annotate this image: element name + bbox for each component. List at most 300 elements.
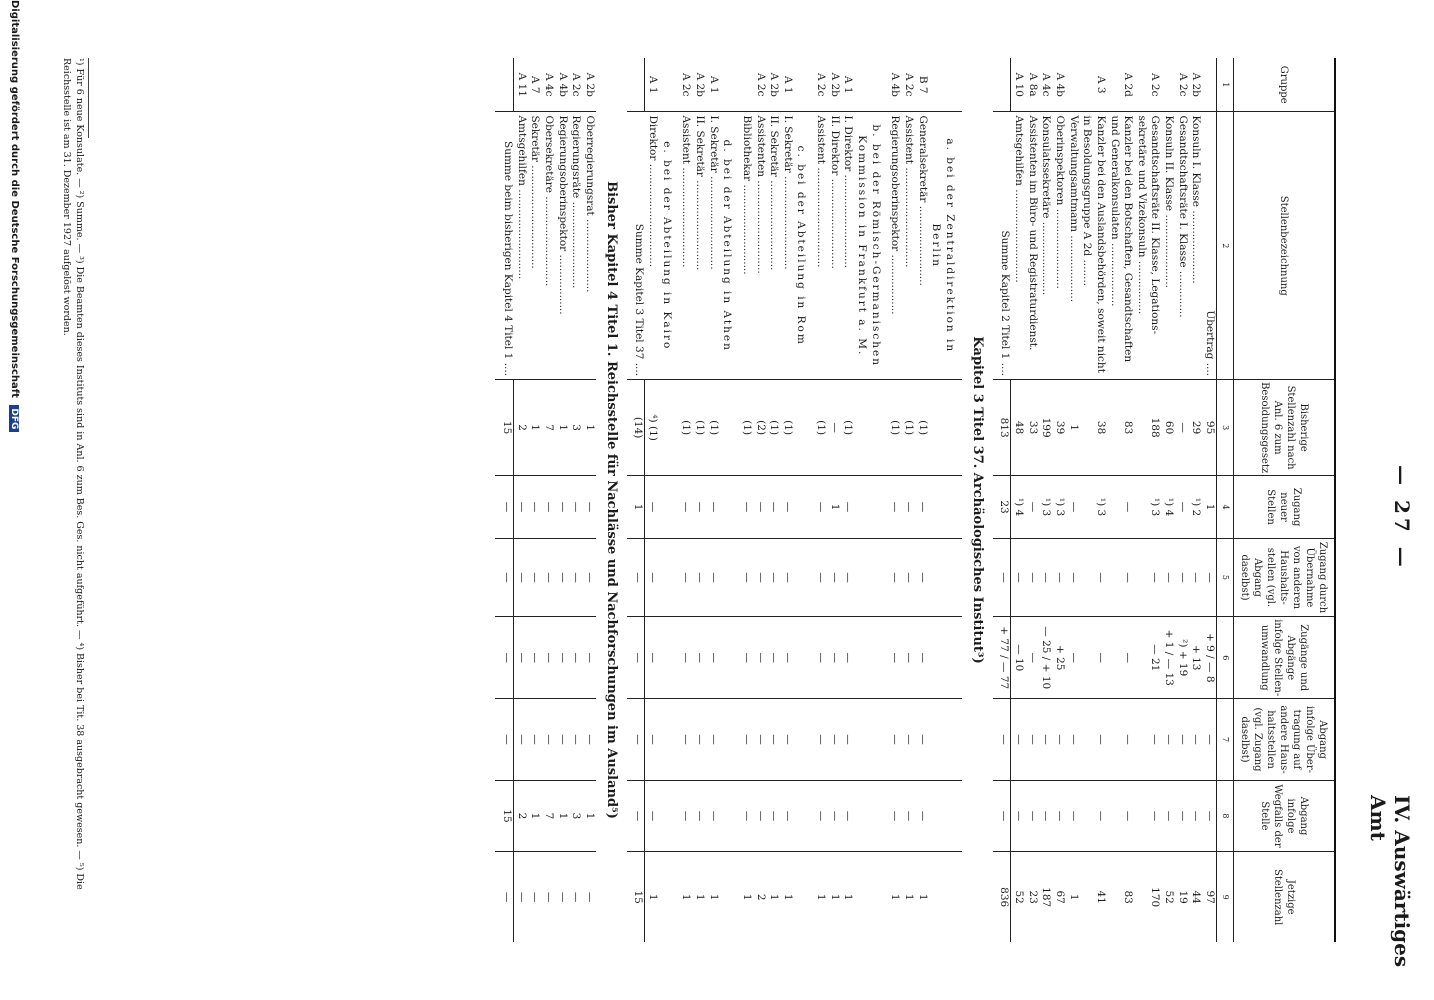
cell-designation: Amtsgehilfen ........................... [514,112,528,380]
cell-value: — [555,538,569,616]
cell-value: — [1066,780,1080,852]
cell-value: — [569,852,583,942]
subsection-heading-row [929,58,962,942]
cell-designation: Gesandtschaftsräte I. Klasse .............. [1175,112,1189,380]
cell-value: — [993,780,1011,852]
cell-value: (1) [915,380,929,476]
cell-designation: II. Sekretär ........................... [767,112,781,380]
cell-value: — 21 [1134,617,1161,699]
table-row [813,58,827,942]
section-heading-row [962,58,993,942]
cell-value: — 25 / + 10 [1039,617,1053,699]
cell-value: 41 [1080,852,1107,942]
cell-value: 1 [555,780,569,852]
cell-value: + 1 / — 13 [1161,617,1175,699]
empty-cell [720,780,740,852]
cell-value: — [1052,699,1066,780]
cell-value: — [827,780,841,852]
cell-value: — [495,852,513,942]
cell-value: — [569,538,583,616]
cell-value: — [582,852,596,942]
cell-value: — [1107,699,1134,780]
cell-designation: II. Sekretär ........................... [692,112,706,380]
table-body [495,58,1216,942]
empty-cell [854,538,887,616]
cell-gruppe: A 1 [842,75,855,94]
cell-designation: Konsulatssekretäre ...................... [1039,112,1053,380]
table-header-row [1234,58,1336,942]
cell-value: — [569,617,583,699]
table-row [627,58,645,942]
cell-value: — [753,699,767,780]
empty-cell [720,380,740,476]
empty-cell [929,380,962,476]
cell-value: (1) [692,380,706,476]
cell-value: 83 [1107,380,1134,476]
cell-value: — [1066,538,1080,616]
cell-value: — [495,617,513,699]
empty-cell [659,780,679,852]
cell-value: — [915,617,929,699]
cell-value: ⁴) (1) [645,380,659,476]
cell-value: — [706,699,720,780]
cell-designation: Regierungsoberinspektor .................. [888,112,902,380]
cell-value: 38 [1080,380,1107,476]
cell-value: — [1161,699,1175,780]
cell-value: — [753,538,767,616]
cell-value: 1 [813,852,827,942]
cell-value: (1) [813,380,827,476]
cell-gruppe: A 2c [815,72,828,97]
page-number: — 27 — [1390,465,1414,571]
table-row [739,58,753,942]
cell-value: — [753,476,767,539]
cell-value: + 25 [1052,617,1066,699]
cell-value: — [915,538,929,616]
cell-value: — [827,617,841,699]
cell-gruppe: A 2c [1149,72,1162,97]
cell-value: — [739,699,753,780]
cell-gruppe: A 11 [515,72,528,97]
table-row [555,58,569,942]
col-header-jetzige: Jetzige Stellenzahl [1234,852,1336,942]
cell-value: — [841,699,855,780]
cell-value: — [1011,699,1025,780]
table-row [1107,58,1134,942]
col-header-abgang-uebertragung: Abgang infolge Über- tragung auf andere Haus- haltsstellen (vgl. Zugang daselbst) [1234,699,1336,780]
cell-value: — [541,476,555,539]
cell-value: — [813,699,827,780]
cell-value: — [692,476,706,539]
cell-value: — [495,699,513,780]
cell-value: — [901,699,915,780]
cell-value: — [1025,476,1039,539]
cell-value: 15 [627,852,645,942]
cell-gruppe: A 10 [1013,72,1026,97]
table-row [679,58,693,942]
empty-cell [854,852,887,942]
empty-cell [659,699,679,780]
col-header-zugang-uebernahme: Zugang durch Übernahme von anderen Haushalts- stellen (vgl. Abgang daselbst) [1234,538,1336,616]
cell-value: — [901,780,915,852]
cell-designation: Assistenten im Büro- und Registraturdienst. [1025,112,1039,380]
cell-value: 52 [1011,852,1025,942]
cell-value: — [1039,538,1053,616]
cell-designation: Bibliothekar ........................... [739,112,753,380]
cell-designation: Assistent .............................. [679,112,693,380]
cell-designation: Obersekretäre ........................... [541,112,555,380]
cell-value: — [679,780,693,852]
subsection-heading: c. bei der Abteilung in Rom [794,112,814,380]
cell-value: (1) [679,380,693,476]
empty-cell [794,699,814,780]
cell-value: — [645,538,659,616]
cell-value: 52 [1161,852,1175,942]
cell-value: — [569,699,583,780]
cell-value: — [915,699,929,780]
col-header-zugang-neu: Zugang neuer Stellen [1234,476,1336,539]
cell-value: — [767,476,781,539]
empty-cell [659,617,679,699]
cell-designation: Summe beim bisherigen Kapitel 4 Titel 1 .... [495,112,513,380]
empty-cell [929,476,962,539]
empty-cell [794,852,814,942]
cell-value: 187 [1039,852,1053,942]
cell-designation: Amtsgehilfen ............................ [1011,112,1025,380]
cell-value: — [767,617,781,699]
empty-cell [720,476,740,539]
cell-value: 39 [1052,380,1066,476]
cell-value: — [495,538,513,616]
cell-value: 1 [692,852,706,942]
cell-value: — [679,699,693,780]
cell-gruppe: A 4c [1040,72,1053,97]
cell-value: — [645,780,659,852]
table-row [888,58,902,942]
cell-value: — [541,852,555,942]
cell-designation: Kanzler bei den Auslandsbehörden, soweit nicht in Besoldungsgruppe A 2d ........ [1080,112,1107,380]
col-no: 6 [1217,617,1234,699]
cell-value: 15 [495,380,513,476]
cell-value: — [692,617,706,699]
cell-value: — [582,699,596,780]
cell-value: — [841,476,855,539]
table-row [1189,58,1203,942]
cell-value: 15 [495,780,513,852]
cell-value: — [706,617,720,699]
col-header-abgang-wegfall: Abgang infolge Wegfalls der Stelle [1234,780,1336,852]
cell-value: 83 [1107,852,1134,942]
cell-value: — [1175,380,1189,476]
cell-gruppe: A 2c [902,72,915,97]
cell-value: (1) [706,380,720,476]
cell-value: — [555,617,569,699]
cell-value: 1 [888,852,902,942]
cell-value: — [1175,780,1189,852]
cell-value: ²) + 19 [1175,617,1189,699]
cell-value: — [555,852,569,942]
cell-value: — [1175,538,1189,616]
digitization-footer [9,0,20,1000]
cell-value: — [514,538,528,616]
cell-value: 3 [569,780,583,852]
table-row [1134,58,1161,942]
empty-cell [854,699,887,780]
cell-value: — [1107,780,1134,852]
cell-gruppe: A 4b [889,72,902,97]
dfg-logo: DFG [9,405,19,432]
cell-value: — [813,617,827,699]
cell-gruppe: A 8a [1026,72,1039,97]
cell-value: — [827,380,841,476]
cell-value: + 13 [1189,617,1203,699]
footnote-line: Reichsstelle ist am 31. Dezember 1927 aufgelöst worden. [60,58,72,336]
cell-designation: Regierungsräte .......................... [569,112,583,380]
cell-value: 7 [541,380,555,476]
subsection-heading-row [794,58,814,942]
cell-value: — [1202,538,1216,616]
cell-value: — [627,617,645,699]
cell-value: — [514,699,528,780]
cell-value: — [555,476,569,539]
cell-value: — [901,617,915,699]
col-no: 9 [1217,852,1234,942]
cell-value: 836 [993,852,1011,942]
cell-designation: Übertrag .... [1202,112,1216,380]
cell-value: 1 [706,852,720,942]
cell-value: 19 [1175,852,1189,942]
cell-value: — [1039,780,1053,852]
cell-value: — [767,780,781,852]
col-no: 3 [1217,380,1234,476]
table-row [993,58,1011,942]
table-row [582,58,596,942]
table-row [706,58,720,942]
cell-value: — [1011,538,1025,616]
cell-value: — [901,476,915,539]
cell-value: — [813,538,827,616]
cell-value: — [739,538,753,616]
empty-cell [929,58,962,112]
cell-gruppe: A 2c [1176,72,1189,97]
empty-cell [929,780,962,852]
cell-gruppe: A 7 [529,75,542,94]
cell-value: — [706,476,720,539]
cell-value: — [627,699,645,780]
cell-value: 33 [1025,380,1039,476]
empty-cell [794,58,814,112]
cell-value: — [1107,538,1134,616]
cell-value: — [841,780,855,852]
cell-value: ¹) 4 [1161,476,1175,539]
footer-text: Digitalisierung gefördert durch die Deutsche Forschungsgemeinschaft [9,0,20,398]
cell-designation: I. Sekretär ............................ [780,112,794,380]
cell-value: 1 [827,852,841,942]
cell-value: — [888,538,902,616]
cell-value: 29 [1189,380,1203,476]
cell-value: 1 [827,476,841,539]
cell-value: 1 [841,852,855,942]
cell-value: — [1134,538,1161,616]
table-row [841,58,855,942]
cell-value: — [1175,699,1189,780]
cell-value: — [1039,699,1053,780]
cell-value: — [706,538,720,616]
table-row [767,58,781,942]
table-row [827,58,841,942]
cell-value: — [528,699,542,780]
cell-gruppe: A 2b [693,72,706,97]
empty-cell [659,476,679,539]
cell-value: — [1066,476,1080,539]
col-header-bisherige: Bisherige Stellenzahl nach Anl. 6 zum Besoldungsgesetz [1234,380,1336,476]
table-row [541,58,555,942]
cell-value: — [1189,780,1203,852]
cell-designation: Assistent .............................. [813,112,827,380]
cell-value: — [841,538,855,616]
table-row [1011,58,1025,942]
table-row [753,58,767,942]
cell-value: 7 [541,780,555,852]
table-row [1025,58,1039,942]
cell-value: 2 [753,852,767,942]
cell-value: — [993,538,1011,616]
cell-designation: Sekretär ............................... [528,112,542,380]
col-no: 8 [1217,780,1234,852]
cell-gruppe: A 2c [570,72,583,97]
cell-gruppe: A 2b [828,72,841,97]
cell-gruppe [1202,58,1216,112]
cell-value: — [1011,780,1025,852]
cell-value: 95 [1202,380,1216,476]
cell-value: 1 [1066,380,1080,476]
cell-designation: Direktor ............................... [645,112,659,380]
col-header-umwandlung: Zugänge und Abgänge infolge Stellen- umwandlung [1234,617,1336,699]
cell-designation: Konsuln II. Klasse ...................... [1161,112,1175,380]
cell-value: — [1189,699,1203,780]
cell-gruppe: A 1 [781,75,794,94]
cell-value: — [780,780,794,852]
col-no: 2 [1217,112,1234,380]
cell-gruppe: A 2c [680,72,693,97]
cell-value: — [1080,538,1107,616]
cell-value: — [1025,617,1039,699]
cell-value: — [753,780,767,852]
cell-value: — [1202,699,1216,780]
cell-value: + 77 / — 77 [993,617,1011,699]
cell-value: 60 [1161,380,1175,476]
cell-designation: Generalsekretär ........................ [915,112,929,380]
cell-value: + 9 / — 8 [1202,617,1216,699]
empty-cell [854,58,887,112]
cell-value: — [813,476,827,539]
cell-value: — [1202,780,1216,852]
cell-value: — [692,538,706,616]
empty-cell [794,476,814,539]
col-header-stellenbezeichnung: Stellenbezeichnung [1234,112,1336,380]
cell-value: — [888,699,902,780]
table-row [915,58,929,942]
cell-value: 97 [1202,852,1216,942]
cell-value: — [645,617,659,699]
cell-value: — [1134,780,1161,852]
cell-value: 1 [555,380,569,476]
cell-gruppe: A 2b [768,72,781,97]
cell-designation: Kanzler bei den Botschaften, Gesandtschaften und Generalkonsulaten ................... [1107,112,1134,380]
cell-gruppe: A 4b [1053,72,1066,97]
cell-value: — [541,699,555,780]
cell-value: — [780,617,794,699]
cell-value: 2 [514,780,528,852]
cell-value: — [514,617,528,699]
cell-value: (1) [901,380,915,476]
cell-value: — [753,617,767,699]
cell-value: — [679,538,693,616]
cell-value: — [780,538,794,616]
table-row [1066,58,1080,942]
cell-value: — [813,780,827,852]
cell-value: — [767,538,781,616]
cell-value: — [1025,699,1039,780]
cell-value: — [827,699,841,780]
cell-value: ¹) 3 [1052,476,1066,539]
cell-value: — [1134,699,1161,780]
cell-value: 1 [582,780,596,852]
cell-gruppe: B 7 [916,75,929,94]
cell-value: — [1066,699,1080,780]
empty-cell [659,852,679,942]
cell-value: 2 [514,380,528,476]
empty-cell [929,699,962,780]
cell-value: 1 [901,852,915,942]
cell-gruppe: A 1 [707,75,720,94]
cell-value: — [1080,699,1107,780]
cell-value: 1 [1202,476,1216,539]
cell-value: — [767,699,781,780]
cell-gruppe: A 2d [1122,72,1135,97]
empty-cell [659,58,679,112]
empty-cell [720,617,740,699]
cell-value: 170 [1134,852,1161,942]
cell-value: — [993,699,1011,780]
cell-value: 199 [1039,380,1053,476]
cell-gruppe: A 2c [754,72,767,97]
cell-designation: I. Sekretär ............................ [706,112,720,380]
cell-designation: Oberinspektoren ........................ [1052,112,1066,380]
table-row [1039,58,1053,942]
empty-cell [659,380,679,476]
cell-value: — [1025,538,1039,616]
cell-gruppe: A 4b [556,72,569,97]
cell-value: — [627,538,645,616]
cell-value: (14) [627,380,645,476]
cell-designation: I. Direktor ............................ [841,112,855,380]
cell-value: 67 [1052,852,1066,942]
empty-cell [794,380,814,476]
empty-cell [794,538,814,616]
footnote-rule [88,58,89,138]
cell-gruppe: A 2b [1190,72,1203,97]
cell-value: (1) [888,380,902,476]
cell-value: ¹) 2 [1189,476,1203,539]
cell-gruppe: A 4c [542,72,555,97]
cell-gruppe [627,58,645,112]
cell-value: — [541,617,555,699]
cell-value: 1 [767,852,781,942]
cell-value: — [495,476,513,539]
cell-designation: Summe Kapitel 2 Titel 1 .... [993,112,1011,380]
cell-value: ¹) 4 [1011,476,1025,539]
